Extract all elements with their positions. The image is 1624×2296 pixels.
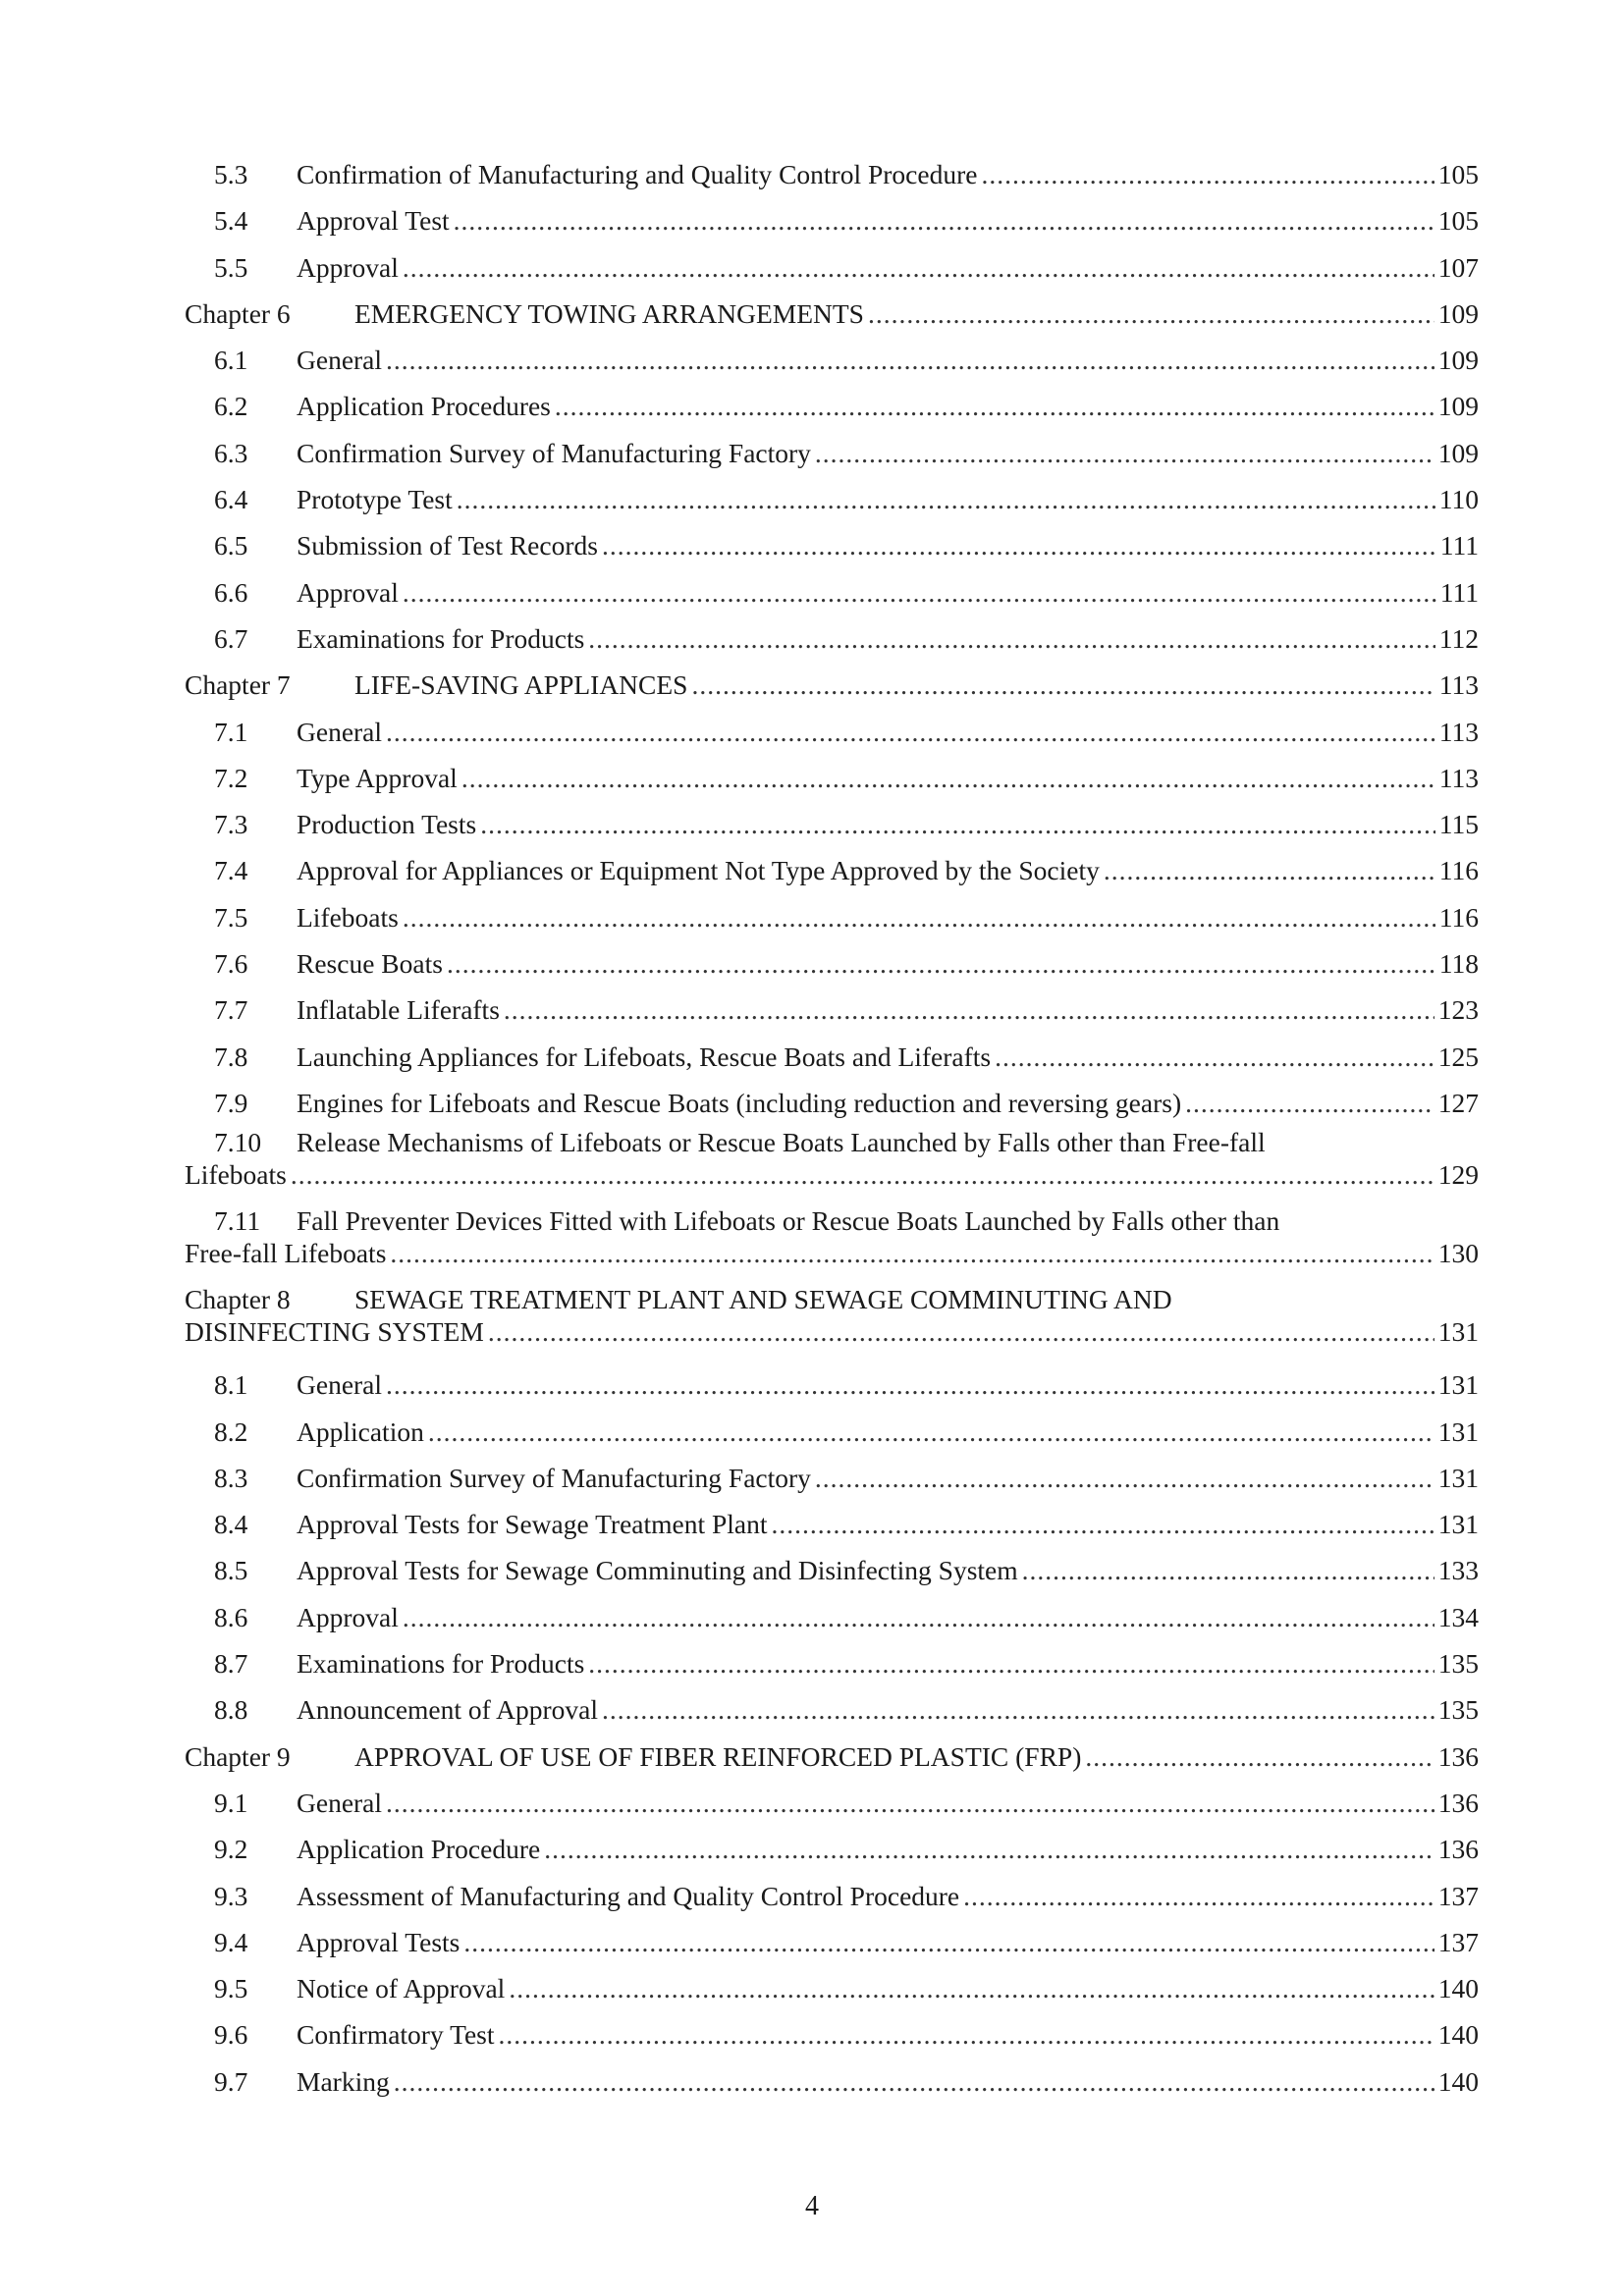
entry-title: Examinations for Products — [297, 622, 585, 654]
entry-page-number: 110 — [1438, 484, 1479, 515]
dot-leader — [386, 1780, 1435, 1826]
dot-leader — [1085, 1734, 1434, 1780]
entry-title: Assessment of Manufacturing and Quality Control Procedure — [297, 1880, 960, 1911]
entry-page-number: 112 — [1438, 622, 1479, 654]
entry-number: 6.2 — [214, 391, 248, 422]
entry-title: General — [297, 1369, 383, 1401]
entry-number: 6.3 — [214, 437, 248, 468]
toc-section-entry[interactable] — [185, 755, 1479, 801]
entry-page-number: 109 — [1437, 345, 1479, 376]
toc-section-entry[interactable] — [185, 383, 1479, 429]
entry-number: 9.6 — [214, 2019, 248, 2051]
dot-leader — [981, 151, 1434, 197]
toc-section-entry[interactable] — [185, 1034, 1479, 1080]
entry-page-number: 109 — [1437, 297, 1479, 329]
entry-page-number: 131 — [1437, 1316, 1479, 1348]
entry-title: APPROVAL OF USE OF FIBER REINFORCED PLASTIC (FRP) — [354, 1740, 1082, 1772]
entry-page-number: 127 — [1437, 1087, 1479, 1118]
dot-leader — [588, 615, 1435, 662]
page-number: 4 — [805, 2191, 819, 2221]
dot-leader — [544, 1826, 1435, 1872]
entry-title: Fall Preventer Devices Fitted with Lifeboats or Rescue Boats Launched by Falls other than — [297, 1205, 1280, 1237]
toc-section-entry[interactable] — [185, 1080, 1479, 1126]
entry-title: Confirmation of Manufacturing and Quality Control Procedure — [297, 159, 978, 189]
toc-section-entry[interactable] — [185, 1873, 1479, 1919]
toc-section-entry[interactable] — [185, 801, 1479, 847]
toc-section-entry[interactable] — [185, 709, 1479, 755]
dot-leader — [403, 894, 1435, 940]
entry-number: 9.7 — [214, 2065, 248, 2097]
toc-section-entry[interactable] — [185, 1501, 1479, 1547]
entry-title: Type Approval — [297, 762, 458, 793]
toc-section-entry[interactable] — [185, 476, 1479, 522]
table-of-contents — [185, 151, 1479, 2105]
entry-title: Application Procedure — [297, 1834, 541, 1865]
entry-page-number: 135 — [1437, 1694, 1479, 1726]
dot-leader — [403, 244, 1435, 291]
entry-title: Approval Test — [297, 205, 450, 237]
toc-chapter-entry[interactable] — [185, 1283, 1479, 1362]
entry-title: Approval for Appliances or Equipment Not Type Approved by the Society — [297, 855, 1100, 886]
dot-leader — [386, 1362, 1435, 1408]
toc-section-entry[interactable] — [185, 1826, 1479, 1872]
entry-title: Announcement of Approval — [297, 1694, 599, 1726]
toc-section-entry[interactable] — [185, 197, 1479, 243]
entry-title: EMERGENCY TOWING ARRANGEMENTS — [354, 297, 864, 329]
toc-section-entry[interactable] — [185, 1547, 1479, 1593]
toc-section-entry[interactable] — [185, 1204, 1479, 1283]
dot-leader — [504, 987, 1435, 1033]
toc-chapter-entry[interactable] — [185, 662, 1479, 708]
toc-section-entry[interactable] — [185, 522, 1479, 568]
entry-title: Submission of Test Records — [297, 530, 598, 561]
entry-number: 6.7 — [214, 622, 248, 654]
toc-section-entry[interactable] — [185, 1126, 1479, 1204]
entry-title: Approval — [297, 1601, 399, 1632]
entry-title-continued: Free-fall Lifeboats — [185, 1238, 387, 1269]
entry-title: Confirmation Survey of Manufacturing Factory — [297, 1462, 811, 1493]
toc-section-entry[interactable] — [185, 1640, 1479, 1686]
entry-number: 8.7 — [214, 1648, 248, 1680]
entry-page-number: 136 — [1437, 1787, 1479, 1818]
entry-number: Chapter 7 — [185, 669, 291, 701]
toc-section-entry[interactable] — [185, 894, 1479, 940]
toc-section-entry[interactable] — [185, 1686, 1479, 1733]
entry-number: 5.3 — [214, 159, 248, 189]
dot-leader — [509, 1965, 1434, 2011]
entry-page-number: 136 — [1437, 1834, 1479, 1865]
dot-leader — [488, 1315, 1435, 1348]
entry-number: 5.5 — [214, 251, 248, 283]
entry-title: LIFE-SAVING APPLIANCES — [354, 669, 688, 701]
entry-title: Application Procedures — [297, 391, 551, 422]
entry-page-number: 123 — [1437, 994, 1479, 1026]
toc-section-entry[interactable] — [185, 1919, 1479, 1965]
dot-leader — [394, 2058, 1435, 2105]
entry-page-number: 140 — [1437, 1973, 1479, 2004]
toc-section-entry[interactable] — [185, 1594, 1479, 1640]
entry-number: 7.4 — [214, 855, 248, 886]
entry-number: Chapter 9 — [185, 1740, 291, 1772]
toc-chapter-entry[interactable] — [185, 291, 1479, 337]
dot-leader — [815, 430, 1435, 476]
entry-number: 7.1 — [214, 716, 248, 747]
entry-number: 7.3 — [214, 809, 248, 840]
entry-page-number: 137 — [1437, 1880, 1479, 1911]
entry-title: Examinations for Products — [297, 1648, 585, 1680]
entry-page-number: 105 — [1437, 159, 1479, 189]
toc-section-entry[interactable] — [185, 1362, 1479, 1408]
toc-section-entry[interactable] — [185, 987, 1479, 1033]
dot-leader — [588, 1640, 1434, 1686]
entry-title: Release Mechanisms of Lifeboats or Rescue Boats Launched by Falls other than Free-fall — [297, 1127, 1266, 1158]
entry-number: 9.4 — [214, 1926, 248, 1957]
entry-page-number: 134 — [1437, 1601, 1479, 1632]
entry-number: 7.5 — [214, 901, 248, 933]
entry-title: SEWAGE TREATMENT PLANT AND SEWAGE COMMINUTING AND — [354, 1284, 1172, 1315]
entry-page-number: 131 — [1437, 1369, 1479, 1401]
entry-number: 8.5 — [214, 1555, 248, 1586]
entry-number: 7.7 — [214, 994, 248, 1026]
entry-page-number: 125 — [1437, 1041, 1479, 1072]
entry-title: Production Tests — [297, 809, 477, 840]
entry-page-number: 107 — [1437, 251, 1479, 283]
entry-page-number: 131 — [1437, 1462, 1479, 1493]
toc-section-entry[interactable] — [185, 1455, 1479, 1501]
entry-page-number: 111 — [1439, 530, 1479, 561]
entry-number: 8.1 — [214, 1369, 248, 1401]
entry-title: Notice of Approval — [297, 1973, 506, 2004]
dot-leader — [386, 709, 1435, 755]
toc-section-entry[interactable] — [185, 847, 1479, 893]
dot-leader — [428, 1409, 1435, 1455]
entry-page-number: 116 — [1438, 855, 1479, 886]
entry-title: Rescue Boats — [297, 948, 443, 980]
entry-title: Launching Appliances for Lifeboats, Rescue Boats and Liferafts — [297, 1041, 992, 1072]
toc-section-entry[interactable] — [185, 1780, 1479, 1826]
entry-page-number: 140 — [1437, 2019, 1479, 2051]
entry-number: 7.11 — [214, 1205, 261, 1237]
dot-leader — [1104, 847, 1435, 893]
dot-leader — [447, 940, 1435, 987]
entry-title: General — [297, 716, 383, 747]
dot-leader — [1022, 1547, 1435, 1593]
entry-page-number: 113 — [1438, 669, 1479, 701]
entry-number: 9.1 — [214, 1787, 248, 1818]
entry-number: 6.5 — [214, 530, 248, 561]
toc-section-entry[interactable] — [185, 430, 1479, 476]
dot-leader — [390, 1237, 1434, 1269]
entry-title-continued: DISINFECTING SYSTEM — [185, 1316, 484, 1348]
toc-section-entry[interactable] — [185, 569, 1479, 615]
entry-title: Approval Tests for Sewage Treatment Plant — [297, 1509, 768, 1540]
toc-section-entry[interactable] — [185, 615, 1479, 662]
dot-leader — [555, 383, 1435, 429]
entry-title: Engines for Lifeboats and Rescue Boats (including reduction and reversing gears) — [297, 1087, 1182, 1118]
toc-section-entry[interactable] — [185, 2058, 1479, 2105]
dot-leader — [403, 569, 1436, 615]
toc-section-entry[interactable] — [185, 2011, 1479, 2057]
entry-number: 6.4 — [214, 484, 248, 515]
entry-page-number: 131 — [1437, 1509, 1479, 1540]
dot-leader — [403, 1594, 1435, 1640]
entry-page-number: 135 — [1437, 1648, 1479, 1680]
entry-number: 7.6 — [214, 948, 248, 980]
entry-title: Approval Tests — [297, 1926, 460, 1957]
entry-number: 6.6 — [214, 576, 248, 608]
dot-leader — [463, 1919, 1434, 1965]
entry-number: 5.4 — [214, 205, 248, 237]
dot-leader — [457, 476, 1435, 522]
toc-section-entry[interactable] — [185, 1965, 1479, 2011]
entry-title: Lifeboats — [297, 901, 399, 933]
entry-number: 9.3 — [214, 1880, 248, 1911]
entry-title: Marking — [297, 2065, 390, 2097]
dot-leader — [691, 662, 1435, 708]
entry-page-number: 116 — [1438, 901, 1479, 933]
dot-leader — [386, 337, 1435, 383]
entry-title: Confirmation Survey of Manufacturing Factory — [297, 437, 811, 468]
entry-title: Inflatable Liferafts — [297, 994, 500, 1026]
toc-chapter-entry[interactable] — [185, 1734, 1479, 1780]
entry-page-number: 129 — [1437, 1159, 1479, 1191]
entry-title: Application — [297, 1415, 424, 1447]
toc-section-entry[interactable] — [185, 244, 1479, 291]
entry-page-number: 105 — [1437, 205, 1479, 237]
entry-page-number: 118 — [1438, 948, 1479, 980]
entry-number: 7.9 — [214, 1087, 248, 1118]
entry-number: 8.3 — [214, 1462, 248, 1493]
dot-leader — [995, 1034, 1435, 1080]
entry-title: Approval — [297, 251, 399, 283]
toc-section-entry[interactable] — [185, 337, 1479, 383]
entry-title: Approval — [297, 576, 399, 608]
dot-leader — [868, 291, 1435, 337]
entry-title: Approval Tests for Sewage Comminuting and Disinfecting System — [297, 1555, 1018, 1586]
entry-page-number: 131 — [1437, 1415, 1479, 1447]
dot-leader — [963, 1873, 1435, 1919]
entry-number: 8.8 — [214, 1694, 248, 1726]
entry-number: 6.1 — [214, 345, 248, 376]
entry-title: General — [297, 345, 383, 376]
entry-title: Prototype Test — [297, 484, 453, 515]
dot-leader — [602, 1686, 1435, 1733]
dot-leader — [454, 197, 1435, 243]
toc-section-entry[interactable] — [185, 151, 1479, 197]
entry-page-number: 111 — [1439, 576, 1479, 608]
entry-title: General — [297, 1787, 383, 1818]
entry-number: 8.6 — [214, 1601, 248, 1632]
entry-page-number: 130 — [1437, 1238, 1479, 1269]
entry-page-number: 133 — [1437, 1555, 1479, 1586]
entry-number: 7.8 — [214, 1041, 248, 1072]
entry-title-continued: Lifeboats — [185, 1159, 287, 1191]
entry-number: 9.2 — [214, 1834, 248, 1865]
dot-leader — [815, 1455, 1435, 1501]
entry-page-number: 109 — [1437, 391, 1479, 422]
toc-section-entry[interactable] — [185, 940, 1479, 987]
entry-number: 9.5 — [214, 1973, 248, 2004]
entry-number: 7.2 — [214, 762, 248, 793]
dot-leader — [772, 1501, 1435, 1547]
entry-page-number: 140 — [1437, 2065, 1479, 2097]
dot-leader — [291, 1158, 1435, 1191]
dot-leader — [480, 801, 1435, 847]
entry-page-number: 136 — [1437, 1740, 1479, 1772]
entry-page-number: 115 — [1438, 809, 1479, 840]
entry-page-number: 137 — [1437, 1926, 1479, 1957]
entry-title: Confirmatory Test — [297, 2019, 495, 2051]
dot-leader — [602, 522, 1436, 568]
dot-leader — [461, 755, 1435, 801]
entry-page-number: 109 — [1437, 437, 1479, 468]
dot-leader — [1185, 1080, 1435, 1126]
dot-leader — [499, 2011, 1435, 2057]
entry-number: 7.10 — [214, 1127, 262, 1158]
entry-page-number: 113 — [1438, 716, 1479, 747]
entry-number: 8.4 — [214, 1509, 248, 1540]
entry-page-number: 113 — [1438, 762, 1479, 793]
entry-number: 8.2 — [214, 1415, 248, 1447]
toc-section-entry[interactable] — [185, 1409, 1479, 1455]
entry-number: Chapter 6 — [185, 297, 291, 329]
entry-number: Chapter 8 — [185, 1284, 291, 1315]
